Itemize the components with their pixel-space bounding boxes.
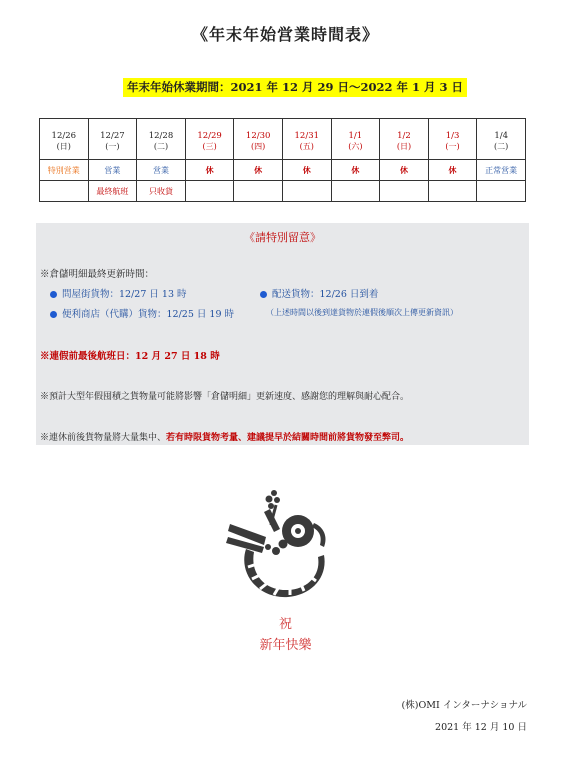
status-row [40,160,526,181]
status-cell: 特別営業 [40,160,89,181]
status-cell: 休 [282,160,331,181]
warning-text: ※連休前後貨物量將大量集中、 [40,433,167,443]
date-cell: 12/30 [234,119,283,142]
issue-date: 2021 年 12 月 10 日 [435,722,527,733]
page-title: 《年末年始営業時間表》 [191,25,379,44]
date-row [40,119,526,142]
note-cell [185,181,234,202]
business-calendar-table [39,118,526,202]
notice-item [50,286,187,300]
last-flight-notice: ※連假前最後航班日：12 月 27 日 18 時 [40,351,220,362]
notice-item [260,286,378,300]
item-note: （上述時間以後到達貨物於連假後順次上傳更新資訊） [266,308,458,317]
note-cell [331,181,380,202]
bullet-icon [260,291,267,298]
date-cell: 12/31 [282,119,331,142]
note-cell [477,181,526,202]
note-cell: 最終航班 [88,181,137,202]
status-cell: 休 [380,160,429,181]
weekday-cell: (三) [185,141,234,160]
weekday-cell: (一) [428,141,477,160]
weekday-cell: (二) [477,141,526,160]
notice-title: 《請特別留意》 [244,231,321,244]
ornament-icon [224,489,342,607]
weekday-cell: (日) [40,141,89,160]
weekday-cell: (六) [331,141,380,160]
weekday-cell: (一) [88,141,137,160]
holiday-period-banner: 年末年始休業期間：2021 年 12 月 29 日～2022 年 1 月 3 日 [123,78,467,97]
new-year-emblem [224,489,342,607]
company-name: (株)OMI インターナショナル [401,700,527,711]
bullet-icon [50,291,57,298]
note-row [40,181,526,202]
note-cell: 只收貨 [137,181,186,202]
date-cell: 12/29 [185,119,234,142]
note-cell [282,181,331,202]
greeting-line-2: 新年快樂 [259,638,312,653]
note-cell [234,181,283,202]
weekday-cell: (四) [234,141,283,160]
warning-emphasis: 若有時限貨物考量、建議提早於結關時間前將貨物發至弊司。 [166,433,410,443]
notice-panel [36,223,529,445]
date-cell: 1/2 [380,119,429,142]
impact-notice: ※預計大型年假囤積之貨物量可能將影響「倉儲明細」更新速度、感謝您的理解與耐心配合。 [40,392,410,402]
date-cell: 12/28 [137,119,186,142]
date-cell: 12/26 [40,119,89,142]
date-cell: 1/4 [477,119,526,142]
status-cell: 正常営業 [477,160,526,181]
update-time-heading: ※倉儲明細最終更新時間： [40,269,155,280]
bullet-icon [50,311,57,318]
date-cell: 12/27 [88,119,137,142]
weekday-cell: (二) [137,141,186,160]
weekday-cell: (五) [282,141,331,160]
status-cell: 営業 [88,160,137,181]
status-cell: 休 [185,160,234,181]
note-cell [40,181,89,202]
weekday-cell: (日) [380,141,429,160]
item-text: 便利商店（代購）貨物：12/25 日 19 時 [62,309,235,320]
status-cell: 休 [234,160,283,181]
status-cell: 休 [428,160,477,181]
weekday-row [40,141,526,160]
date-cell: 1/3 [428,119,477,142]
warning-notice [40,430,409,443]
date-cell: 1/1 [331,119,380,142]
note-cell [380,181,429,202]
note-cell [428,181,477,202]
greeting-line-1: 祝 [278,617,292,632]
item-text: 配送貨物：12/26 日到着 [272,289,379,300]
status-cell: 営業 [137,160,186,181]
status-cell: 休 [331,160,380,181]
item-text: 問屋街貨物：12/27 日 13 時 [62,289,187,300]
notice-item [50,306,234,320]
